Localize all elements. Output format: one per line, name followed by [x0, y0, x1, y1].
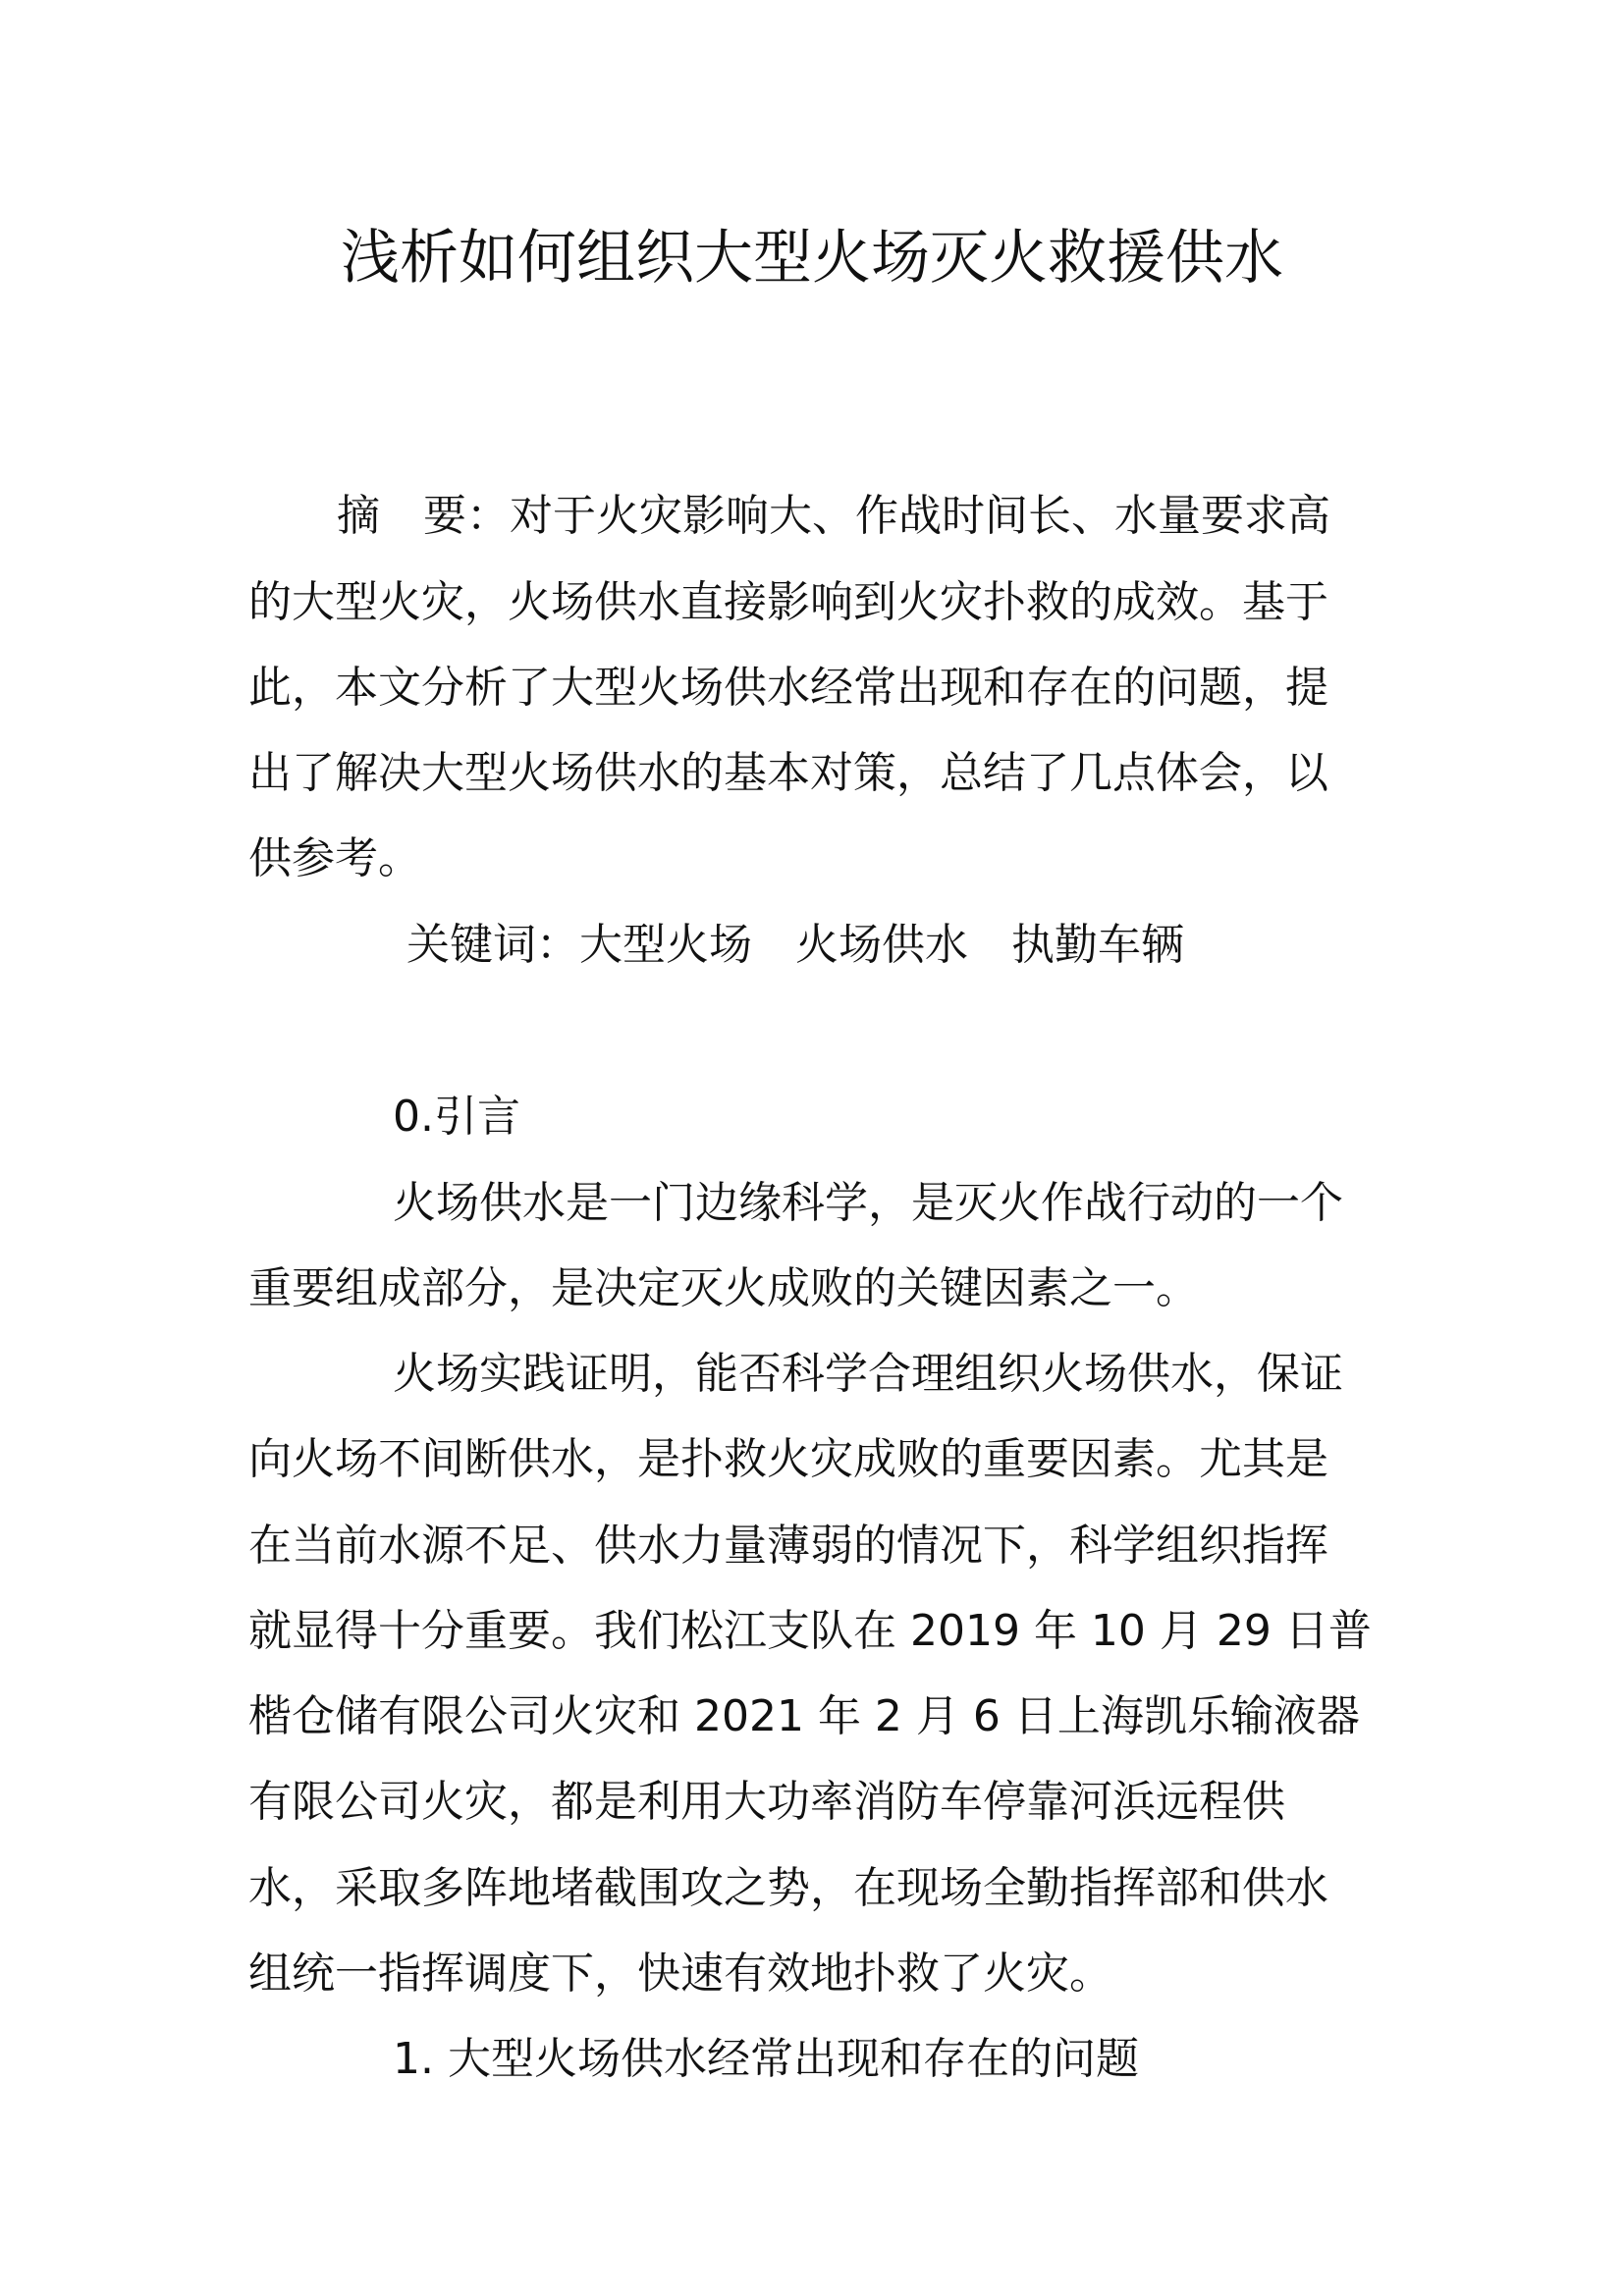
paragraph-line: 重要组成部分，是决定灭火成败的关键因素之一。 — [248, 1263, 1199, 1313]
paragraph-line: 就显得十分重要。我们松江支队在 2019 年 10 月 29 日普 — [248, 1606, 1372, 1656]
paragraph-line: 有限公司火灾，都是利用大功率消防车停靠河浜远程供 — [248, 1777, 1285, 1827]
paragraph-line: 向火场不间断供水，是扑救火灾成败的重要因素。尤其是 — [248, 1434, 1328, 1484]
section-heading: 0.引言 — [393, 1092, 520, 1142]
paragraph-line: 楷仓储有限公司火灾和 2021 年 2 月 6 日上海凯乐输液器 — [248, 1691, 1360, 1741]
keywords: 关键词：大型火场 火场供水 执勤车辆 — [406, 920, 1184, 970]
document-title: 浅析如何组织大型火场灭火救援供水 — [341, 224, 1283, 293]
abstract-line: 的大型火灾，火场供水直接影响到火灾扑救的成效。基于 — [248, 577, 1328, 627]
paragraph-line: 水，采取多阵地堵截围攻之势，在现场全勤指挥部和供水 — [248, 1863, 1328, 1913]
abstract-line: 此，本文分析了大型火场供水经常出现和存在的问题，提 — [248, 663, 1328, 713]
paragraph-line: 火场供水是一门边缘科学，是灭火作战行动的一个 — [393, 1178, 1343, 1228]
section-heading: 1. 大型火场供水经常出现和存在的问题 — [393, 2034, 1139, 2084]
abstract-line: 出了解决大型火场供水的基本对策，总结了几点体会，以 — [248, 748, 1328, 798]
abstract-line: 供参考。 — [248, 833, 421, 883]
abstract-line: 摘 要：对于火灾影响大、作战时间长、水量要求高 — [337, 491, 1330, 541]
paragraph-line: 火场实践证明，能否科学合理组织火场供水，保证 — [393, 1349, 1343, 1399]
paragraph-line: 组统一指挥调度下，快速有效地扑救了火灾。 — [248, 1949, 1112, 1999]
paragraph-line: 在当前水源不足、供水力量薄弱的情况下，科学组织指挥 — [248, 1521, 1328, 1571]
